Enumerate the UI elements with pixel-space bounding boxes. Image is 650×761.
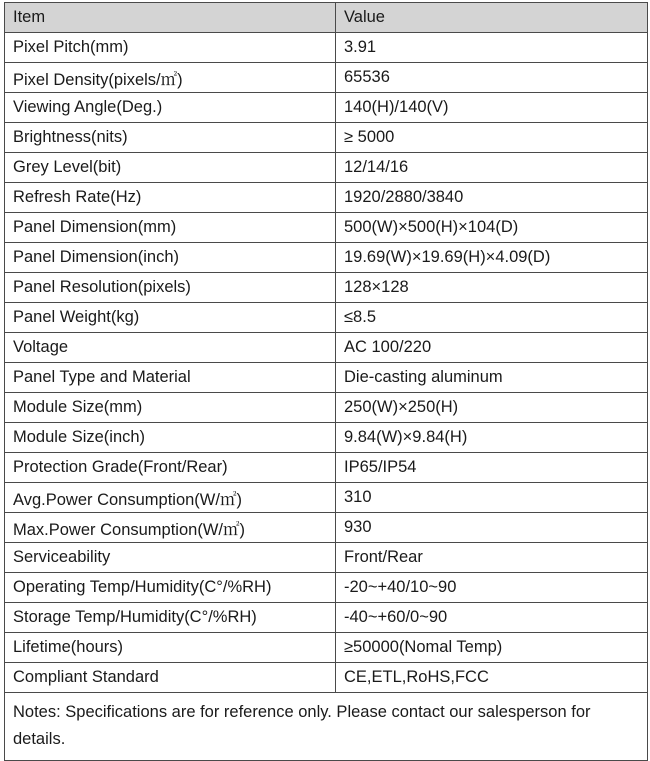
spec-item-cell: Brightness(nits) — [5, 123, 336, 153]
spec-value-cell: 128×128 — [336, 273, 648, 303]
spec-item-cell: Avg.Power Consumption(W/㎡) — [5, 483, 336, 513]
spec-value-cell: 65536 — [336, 63, 648, 93]
spec-value-cell: Die-casting aluminum — [336, 363, 648, 393]
spec-item-cell: Panel Weight(kg) — [5, 303, 336, 333]
spec-value-cell: 3.91 — [336, 33, 648, 63]
spec-value-cell: 250(W)×250(H) — [336, 393, 648, 423]
table-row — [5, 273, 648, 303]
spec-item-cell: Lifetime(hours) — [5, 633, 336, 663]
spec-value-cell: 1920/2880/3840 — [336, 183, 648, 213]
specification-table — [4, 2, 648, 761]
spec-item-cell: Compliant Standard — [5, 663, 336, 693]
spec-value-cell: 12/14/16 — [336, 153, 648, 183]
table-row — [5, 363, 648, 393]
table-row — [5, 483, 648, 513]
column-header-item: Item — [5, 3, 336, 33]
table-row — [5, 93, 648, 123]
spec-item-cell: Pixel Pitch(mm) — [5, 33, 336, 63]
spec-item-cell: Module Size(mm) — [5, 393, 336, 423]
spec-value-cell: IP65/IP54 — [336, 453, 648, 483]
spec-item-cell: Panel Dimension(inch) — [5, 243, 336, 273]
spec-item-cell: Grey Level(bit) — [5, 153, 336, 183]
spec-value-cell: 140(H)/140(V) — [336, 93, 648, 123]
spec-value-cell: 500(W)×500(H)×104(D) — [336, 213, 648, 243]
spec-value-cell: Front/Rear — [336, 543, 648, 573]
table-row — [5, 333, 648, 363]
table-row — [5, 543, 648, 573]
column-header-value: Value — [336, 3, 648, 33]
table-header-row — [5, 3, 648, 33]
spec-item-cell: Protection Grade(Front/Rear) — [5, 453, 336, 483]
table-row — [5, 603, 648, 633]
spec-value-cell: CE,ETL,RoHS,FCC — [336, 663, 648, 693]
spec-item-cell: Voltage — [5, 333, 336, 363]
table-row — [5, 213, 648, 243]
spec-value-cell: 9.84(W)×9.84(H) — [336, 423, 648, 453]
spec-value-cell: AC 100/220 — [336, 333, 648, 363]
table-row — [5, 183, 648, 213]
table-row — [5, 63, 648, 93]
spec-item-cell: Module Size(inch) — [5, 423, 336, 453]
spec-item-cell: Viewing Angle(Deg.) — [5, 93, 336, 123]
table-row — [5, 423, 648, 453]
table-body — [5, 33, 648, 693]
table-row — [5, 393, 648, 423]
spec-value-cell: 930 — [336, 513, 648, 543]
notes-text: Notes: Specifications are for reference only. Please contact our salesperson for details. — [5, 693, 648, 761]
table-row — [5, 243, 648, 273]
notes-row — [5, 693, 648, 761]
spec-item-cell: Storage Temp/Humidity(C°/%RH) — [5, 603, 336, 633]
table-row — [5, 513, 648, 543]
table-row — [5, 663, 648, 693]
table-row — [5, 453, 648, 483]
spec-item-cell: Operating Temp/Humidity(C°/%RH) — [5, 573, 336, 603]
table-row — [5, 123, 648, 153]
table-row — [5, 303, 648, 333]
spec-value-cell: ≥50000(Nomal Temp) — [336, 633, 648, 663]
spec-value-cell: 19.69(W)×19.69(H)×4.09(D) — [336, 243, 648, 273]
spec-value-cell: -20~+40/10~90 — [336, 573, 648, 603]
spec-item-cell: Panel Resolution(pixels) — [5, 273, 336, 303]
spec-value-cell: 310 — [336, 483, 648, 513]
spec-value-cell: ≥ 5000 — [336, 123, 648, 153]
spec-item-cell: Refresh Rate(Hz) — [5, 183, 336, 213]
spec-item-cell: Max.Power Consumption(W/㎡) — [5, 513, 336, 543]
spec-item-cell: Pixel Density(pixels/㎡) — [5, 63, 336, 93]
spec-value-cell: ≤8.5 — [336, 303, 648, 333]
spec-value-cell: -40~+60/0~90 — [336, 603, 648, 633]
table-row — [5, 33, 648, 63]
spec-item-cell: Serviceability — [5, 543, 336, 573]
table-row — [5, 153, 648, 183]
spec-item-cell: Panel Dimension(mm) — [5, 213, 336, 243]
spec-item-cell: Panel Type and Material — [5, 363, 336, 393]
table-row — [5, 633, 648, 663]
table-row — [5, 573, 648, 603]
